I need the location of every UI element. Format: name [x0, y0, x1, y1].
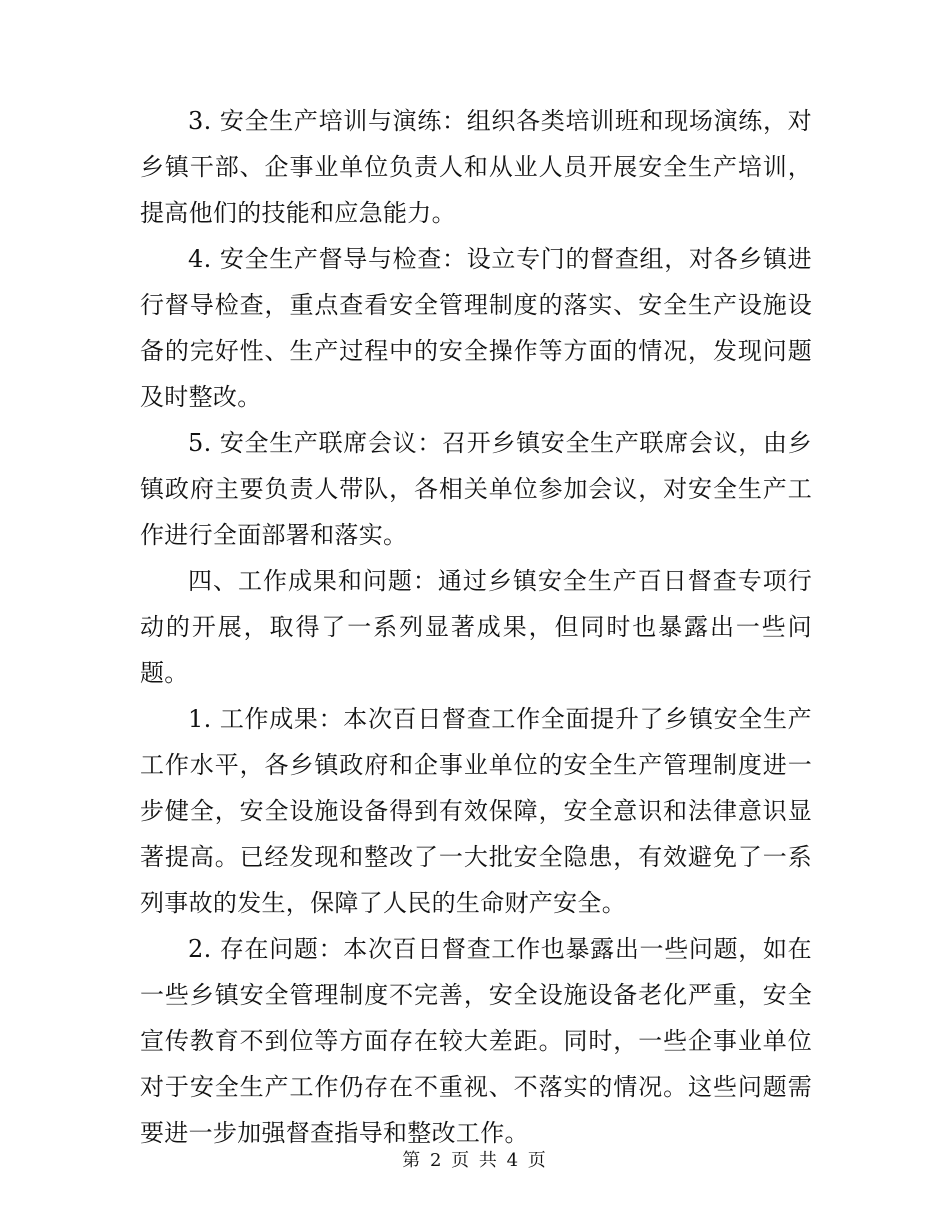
page-number-footer: 第 2 页 共 4 页	[402, 1150, 548, 1171]
document-body	[140, 98, 812, 1156]
paragraph-supervision: 4. 安全生产督导与检查：设立专门的督查组，对各乡镇进行督导检查，重点查看安全管理制度的落实、安全生产设施设备的完好性、生产过程中的安全操作等方面的情况，发现问题及时整改。	[140, 245, 812, 411]
paragraph-achievements: 1. 工作成果：本次百日督查工作全面提升了乡镇安全生产工作水平，各乡镇政府和企事业单位的安全生产管理制度进一步健全，安全设施设备得到有效保障，安全意识和法律意识显著提高。已经发现和整改了一大批安全隐患，有效避免了一系列事故的发生，保障了人民的生命财产安全。	[140, 705, 812, 917]
paragraph-joint-meeting: 5. 安全生产联席会议：召开乡镇安全生产联席会议，由乡镇政府主要负责人带队，各相关单位参加会议，对安全生产工作进行全面部署和落实。	[140, 429, 812, 549]
paragraph-section-four: 四、工作成果和问题：通过乡镇安全生产百日督查专项行动的开展，取得了一系列显著成果，但同时也暴露出一些问题。	[140, 567, 812, 687]
paragraph-problems: 2. 存在问题：本次百日督查工作也暴露出一些问题，如在一些乡镇安全管理制度不完善，安全设施设备老化严重，安全宣传教育不到位等方面存在较大差距。同时，一些企事业单位对于安全生产工作仍存在不重视、不落实的情况。这些问题需要进一步加强督查指导和整改工作。	[140, 935, 812, 1147]
paragraph-training: 3. 安全生产培训与演练：组织各类培训班和现场演练，对乡镇干部、企事业单位负责人和从业人员开展安全生产培训，提高他们的技能和应急能力。	[140, 107, 812, 227]
